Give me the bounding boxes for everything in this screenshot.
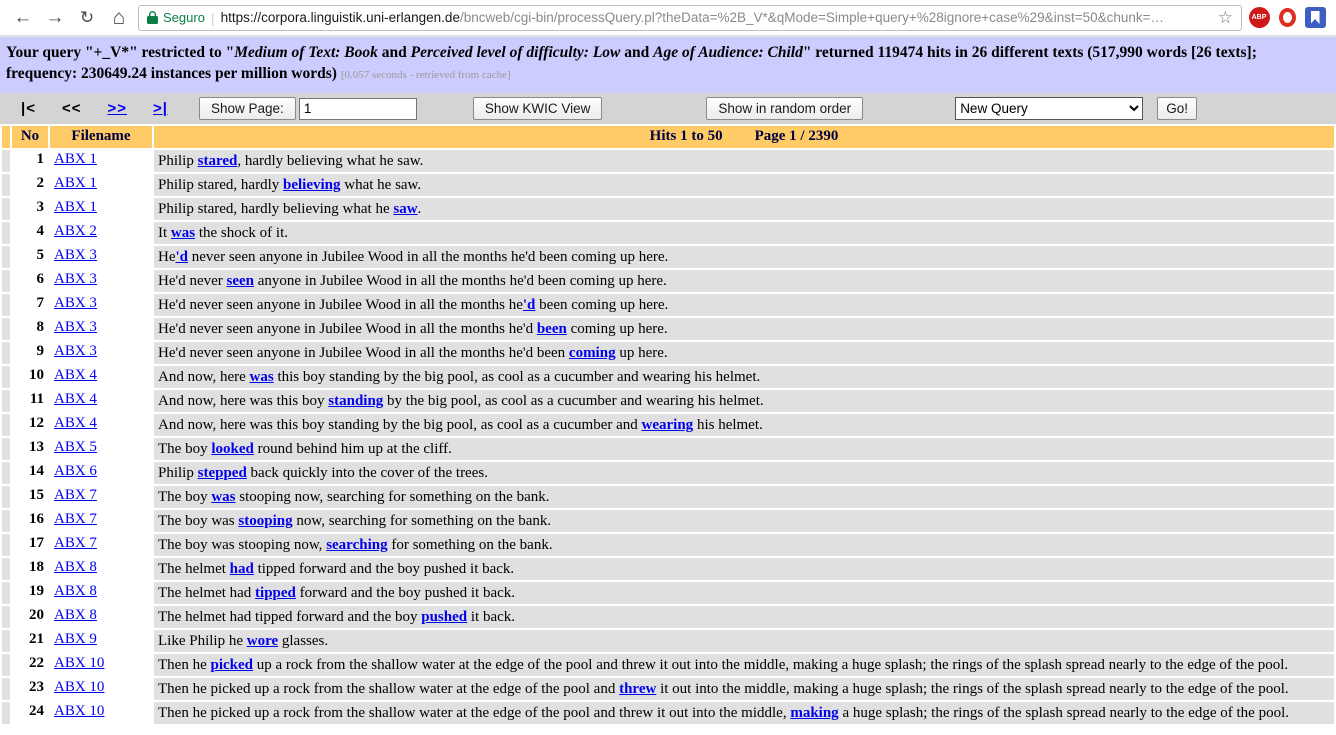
filename-cell bbox=[50, 510, 152, 532]
keyword-link[interactable]: looked bbox=[211, 441, 254, 457]
keyword-link[interactable]: was bbox=[249, 369, 274, 385]
context-after: , hardly believing what he saw. bbox=[237, 153, 424, 169]
filename-cell bbox=[50, 150, 152, 172]
context-before: He bbox=[158, 249, 176, 265]
context-before: Like Philip he bbox=[158, 633, 247, 649]
nav-next-button[interactable]: >> bbox=[107, 100, 128, 117]
filename-link[interactable]: ABX 10 bbox=[54, 703, 105, 719]
table-row bbox=[2, 246, 1334, 268]
filename-cell bbox=[50, 630, 152, 652]
context-before: And now, here bbox=[158, 369, 250, 385]
bookmark-star-icon[interactable]: ☆ bbox=[1217, 7, 1233, 27]
keyword-link[interactable]: wearing bbox=[641, 417, 694, 433]
row-number: 20 bbox=[12, 606, 48, 628]
table-row bbox=[2, 366, 1334, 388]
keyword-link[interactable]: believing bbox=[282, 177, 341, 193]
table-row bbox=[2, 174, 1334, 196]
row-edge-cell bbox=[2, 654, 10, 676]
context-after: it out into the middle, making a huge splash; the rings of the splash spread nearly to the edge of the pool. bbox=[656, 681, 1289, 697]
context-before: Philip bbox=[158, 153, 198, 169]
results-toolbar bbox=[0, 93, 1336, 124]
go-button[interactable]: Go! bbox=[1157, 97, 1197, 120]
context-before: He'd never seen anyone in Jubilee Wood in all the months he'd been bbox=[158, 345, 569, 361]
context-before: He'd never seen anyone in Jubilee Wood in all the months he'd bbox=[158, 321, 537, 337]
filename-cell bbox=[50, 678, 152, 700]
filename-cell bbox=[50, 702, 152, 724]
row-edge-cell bbox=[2, 294, 10, 316]
row-edge-cell bbox=[2, 558, 10, 580]
concordance-text bbox=[154, 438, 1334, 460]
row-number: 4 bbox=[12, 222, 48, 244]
context-after: glasses. bbox=[278, 633, 329, 649]
filename-link[interactable]: ABX 4 bbox=[54, 367, 97, 383]
context-after: the shock of it. bbox=[195, 225, 288, 241]
filename-link[interactable]: ABX 10 bbox=[54, 679, 105, 695]
home-icon[interactable]: ⌂ bbox=[112, 6, 126, 29]
context-before: The helmet bbox=[158, 561, 230, 577]
context-before: Then he picked up a rock from the shallow water at the edge of the pool and bbox=[158, 681, 620, 697]
secure-indicator[interactable] bbox=[147, 10, 205, 25]
table-row bbox=[2, 270, 1334, 292]
lock-icon bbox=[147, 11, 158, 24]
keyword-link[interactable]: had bbox=[229, 561, 254, 577]
show-kwic-button[interactable]: Show KWIC View bbox=[473, 97, 603, 120]
context-before: Philip stared, hardly believing what he bbox=[158, 201, 394, 217]
filename-cell bbox=[50, 390, 152, 412]
filename-link[interactable]: ABX 3 bbox=[54, 271, 97, 287]
table-header-row bbox=[2, 126, 1334, 148]
filename-link[interactable]: ABX 1 bbox=[54, 175, 97, 191]
row-edge-cell bbox=[2, 630, 10, 652]
filename-link[interactable]: ABX 4 bbox=[54, 391, 97, 407]
concordance-text bbox=[154, 702, 1334, 724]
table-row bbox=[2, 630, 1334, 652]
nav-prev-button[interactable]: << bbox=[61, 100, 82, 117]
filename-cell bbox=[50, 606, 152, 628]
keyword-link[interactable]: standing bbox=[328, 393, 384, 409]
context-after: for something on the bank. bbox=[387, 537, 553, 553]
keyword-link[interactable]: picked bbox=[210, 657, 253, 673]
table-row bbox=[2, 438, 1334, 460]
page-indicator: Page 1 / 2390 bbox=[754, 128, 839, 144]
row-edge-cell bbox=[2, 150, 10, 172]
row-edge-cell bbox=[2, 318, 10, 340]
row-number: 5 bbox=[12, 246, 48, 268]
row-edge-cell bbox=[2, 438, 10, 460]
filename-cell bbox=[50, 582, 152, 604]
keyword-link[interactable]: was bbox=[211, 489, 236, 505]
row-number: 23 bbox=[12, 678, 48, 700]
context-before: The helmet had tipped forward and the boy bbox=[158, 609, 422, 625]
filename-link[interactable]: ABX 3 bbox=[54, 295, 97, 311]
filename-link[interactable]: ABX 8 bbox=[54, 559, 97, 575]
context-after: round behind him up at the cliff. bbox=[253, 441, 452, 457]
row-edge-cell bbox=[2, 222, 10, 244]
page-input[interactable] bbox=[299, 98, 417, 120]
context-before: He'd never seen anyone in Jubilee Wood in all the months he bbox=[158, 297, 523, 313]
row-number: 21 bbox=[12, 630, 48, 652]
row-number: 18 bbox=[12, 558, 48, 580]
concordance-text bbox=[154, 534, 1334, 556]
filename-link[interactable]: ABX 10 bbox=[54, 655, 105, 671]
security-label: Seguro bbox=[163, 10, 205, 25]
random-order-button[interactable]: Show in random order bbox=[706, 97, 863, 120]
context-after: been coming up here. bbox=[535, 297, 669, 313]
row-number: 9 bbox=[12, 342, 48, 364]
keyword-link[interactable]: was bbox=[170, 225, 196, 241]
table-row bbox=[2, 294, 1334, 316]
filename-cell bbox=[50, 318, 152, 340]
filename-cell bbox=[50, 222, 152, 244]
table-row bbox=[2, 582, 1334, 604]
row-number: 11 bbox=[12, 390, 48, 412]
context-before: And now, here was this boy bbox=[158, 393, 329, 409]
context-after: never seen anyone in Jubilee Wood in all the months he'd been coming up here. bbox=[188, 249, 669, 265]
filename-link[interactable]: ABX 3 bbox=[54, 319, 97, 335]
context-after: up a rock from the shallow water at the edge of the pool and threw it out into the middle, making a huge splash; the rings of the splash spread nearly to the edge of the pool. bbox=[253, 657, 1289, 673]
browser-toolbar bbox=[0, 0, 1336, 37]
context-after: it back. bbox=[467, 609, 516, 625]
filename-link[interactable]: ABX 4 bbox=[54, 415, 97, 431]
filename-cell bbox=[50, 366, 152, 388]
concordance-text bbox=[154, 462, 1334, 484]
concordance-text bbox=[154, 414, 1334, 436]
context-after: his helmet. bbox=[693, 417, 763, 433]
row-edge-cell bbox=[2, 174, 10, 196]
context-before: The helmet had bbox=[158, 585, 256, 601]
table-row bbox=[2, 150, 1334, 172]
keyword-link[interactable]: making bbox=[790, 705, 839, 721]
context-after: up here. bbox=[615, 345, 668, 361]
context-before: The boy was stooping now, bbox=[158, 537, 327, 553]
concordance-text bbox=[154, 174, 1334, 196]
filename-link[interactable]: ABX 7 bbox=[54, 487, 97, 503]
filename-link[interactable]: ABX 6 bbox=[54, 463, 97, 479]
header-edge-cell bbox=[2, 126, 10, 148]
action-select[interactable] bbox=[955, 97, 1143, 120]
keyword-link[interactable]: tipped bbox=[255, 585, 296, 601]
concordance-text bbox=[154, 486, 1334, 508]
concordance-text bbox=[154, 222, 1334, 244]
row-number: 1 bbox=[12, 150, 48, 172]
col-header-no: No bbox=[12, 126, 48, 148]
filename-link[interactable]: ABX 7 bbox=[54, 511, 97, 527]
keyword-link[interactable]: stared bbox=[197, 153, 238, 169]
context-before: The boy bbox=[158, 441, 212, 457]
filename-cell bbox=[50, 294, 152, 316]
table-row bbox=[2, 654, 1334, 676]
row-number: 7 bbox=[12, 294, 48, 316]
filename-link[interactable]: ABX 1 bbox=[54, 151, 97, 167]
timing-note: [0.057 seconds - retrieved from cache] bbox=[340, 69, 511, 81]
keyword-link[interactable]: coming bbox=[568, 345, 616, 361]
keyword-link[interactable]: been bbox=[536, 321, 567, 337]
address-bar[interactable] bbox=[138, 5, 1242, 31]
row-number: 16 bbox=[12, 510, 48, 532]
filename-link[interactable]: ABX 8 bbox=[54, 607, 97, 623]
row-edge-cell bbox=[2, 390, 10, 412]
table-row bbox=[2, 486, 1334, 508]
filename-link[interactable]: ABX 3 bbox=[54, 247, 97, 263]
filename-link[interactable]: ABX 1 bbox=[54, 199, 97, 215]
filename-cell bbox=[50, 174, 152, 196]
context-after: forward and the boy pushed it back. bbox=[295, 585, 516, 601]
keyword-link[interactable]: 'd bbox=[522, 297, 536, 313]
query-summary: Your query "+_V*" restricted to "Medium of Text: Book and Perceived level of difficulty: Low and Age of Audience: Child" returned 119474 hits in 26 different texts (517,990 words [26 texts]; frequency: 230649.24 instances per million words) bbox=[6, 44, 1257, 82]
row-edge-cell bbox=[2, 414, 10, 436]
filename-cell bbox=[50, 462, 152, 484]
col-header-hits bbox=[154, 126, 1334, 148]
concordance-text bbox=[154, 198, 1334, 220]
row-number: 8 bbox=[12, 318, 48, 340]
filename-link[interactable]: ABX 7 bbox=[54, 535, 97, 551]
row-number: 22 bbox=[12, 654, 48, 676]
keyword-link[interactable]: searching bbox=[326, 537, 388, 553]
context-before: The boy bbox=[158, 489, 212, 505]
row-edge-cell bbox=[2, 582, 10, 604]
filename-link[interactable]: ABX 3 bbox=[54, 343, 97, 359]
concordance-text bbox=[154, 366, 1334, 388]
context-before: It bbox=[158, 225, 171, 241]
context-after: a huge splash; the rings of the splash spread nearly to the edge of the pool. bbox=[838, 705, 1289, 721]
table-row bbox=[2, 414, 1334, 436]
filename-cell bbox=[50, 486, 152, 508]
row-edge-cell bbox=[2, 702, 10, 724]
extension-ring-icon[interactable] bbox=[1276, 7, 1298, 29]
concordance-text bbox=[154, 510, 1334, 532]
row-number: 2 bbox=[12, 174, 48, 196]
row-edge-cell bbox=[2, 246, 10, 268]
keyword-link[interactable]: 'd bbox=[175, 249, 189, 265]
context-after: what he saw. bbox=[340, 177, 422, 193]
row-number: 6 bbox=[12, 270, 48, 292]
context-before: Philip stared, hardly bbox=[158, 177, 283, 193]
table-row bbox=[2, 606, 1334, 628]
context-after: by the big pool, as cool as a cucumber and wearing his helmet. bbox=[383, 393, 764, 409]
filename-link[interactable]: ABX 2 bbox=[54, 223, 97, 239]
nav-last-button[interactable]: >| bbox=[153, 100, 168, 117]
forward-icon[interactable]: → bbox=[45, 7, 65, 28]
filename-cell bbox=[50, 438, 152, 460]
context-after: tipped forward and the boy pushed it back. bbox=[253, 561, 515, 577]
context-after: this boy standing by the big pool, as cool as a cucumber and wearing his helmet. bbox=[273, 369, 761, 385]
show-page-button[interactable]: Show Page: bbox=[199, 97, 296, 120]
context-before: And now, here was this boy standing by the big pool, as cool as a cucumber and bbox=[158, 417, 642, 433]
filename-link[interactable]: ABX 9 bbox=[54, 631, 97, 647]
filename-cell bbox=[50, 246, 152, 268]
row-number: 17 bbox=[12, 534, 48, 556]
table-row bbox=[2, 534, 1334, 556]
table-row bbox=[2, 390, 1334, 412]
row-edge-cell bbox=[2, 342, 10, 364]
concordance-text bbox=[154, 318, 1334, 340]
row-edge-cell bbox=[2, 462, 10, 484]
filename-cell bbox=[50, 558, 152, 580]
keyword-link[interactable]: stepped bbox=[197, 465, 247, 481]
extension-bookmark-icon[interactable] bbox=[1304, 7, 1326, 29]
concordance-text bbox=[154, 246, 1334, 268]
keyword-link[interactable]: stooping bbox=[238, 513, 293, 529]
row-number: 10 bbox=[12, 366, 48, 388]
table-row bbox=[2, 198, 1334, 220]
keyword-link[interactable]: seen bbox=[226, 273, 255, 289]
context-after: . bbox=[417, 201, 422, 217]
context-before: Then he picked up a rock from the shallow water at the edge of the pool and threw it out into the middle, bbox=[158, 705, 791, 721]
keyword-link[interactable]: threw bbox=[619, 681, 657, 697]
reload-icon[interactable]: ↻ bbox=[79, 8, 95, 27]
context-after: stooping now, searching for something on the bank. bbox=[235, 489, 550, 505]
keyword-link[interactable]: saw bbox=[393, 201, 418, 217]
filename-cell bbox=[50, 342, 152, 364]
query-info-bar bbox=[0, 37, 1336, 93]
row-edge-cell bbox=[2, 678, 10, 700]
row-number: 19 bbox=[12, 582, 48, 604]
context-before: He'd never bbox=[158, 273, 227, 289]
filename-link[interactable]: ABX 5 bbox=[54, 439, 97, 455]
context-before: Philip bbox=[158, 465, 198, 481]
hits-range: Hits 1 to 50 bbox=[649, 128, 723, 144]
concordance-text bbox=[154, 582, 1334, 604]
table-row bbox=[2, 462, 1334, 484]
filename-cell bbox=[50, 270, 152, 292]
row-number: 3 bbox=[12, 198, 48, 220]
row-edge-cell bbox=[2, 510, 10, 532]
row-edge-cell bbox=[2, 534, 10, 556]
concordance-text bbox=[154, 558, 1334, 580]
concordance-text bbox=[154, 390, 1334, 412]
table-row bbox=[2, 702, 1334, 724]
row-edge-cell bbox=[2, 366, 10, 388]
concordance-text bbox=[154, 630, 1334, 652]
url-text[interactable] bbox=[221, 10, 1208, 25]
filename-link[interactable]: ABX 8 bbox=[54, 583, 97, 599]
col-header-filename: Filename bbox=[50, 126, 152, 148]
row-number: 13 bbox=[12, 438, 48, 460]
concordance-text bbox=[154, 150, 1334, 172]
table-row bbox=[2, 222, 1334, 244]
keyword-link[interactable]: pushed bbox=[421, 609, 468, 625]
concordance-text bbox=[154, 294, 1334, 316]
url-path: /bncweb/cgi-bin/processQuery.pl?theData=%2B_V*&qMode=Simple+query+%28ignore+case%29&inst=50&chunk=… bbox=[459, 10, 1165, 25]
row-edge-cell bbox=[2, 486, 10, 508]
context-after: back quickly into the cover of the trees. bbox=[246, 465, 488, 481]
keyword-link[interactable]: wore bbox=[246, 633, 279, 649]
concordance-text bbox=[154, 270, 1334, 292]
concordance-text bbox=[154, 678, 1334, 700]
table-row bbox=[2, 510, 1334, 532]
table-row bbox=[2, 342, 1334, 364]
row-number: 14 bbox=[12, 462, 48, 484]
table-row bbox=[2, 678, 1334, 700]
concordance-text bbox=[154, 606, 1334, 628]
row-edge-cell bbox=[2, 198, 10, 220]
row-number: 12 bbox=[12, 414, 48, 436]
row-number: 15 bbox=[12, 486, 48, 508]
url-host: https://corpora.linguistik.uni-erlangen.de bbox=[220, 10, 460, 25]
back-icon[interactable]: ← bbox=[13, 7, 33, 28]
filename-cell bbox=[50, 654, 152, 676]
row-edge-cell bbox=[2, 270, 10, 292]
table-row bbox=[2, 558, 1334, 580]
filename-cell bbox=[50, 414, 152, 436]
concordance-text bbox=[154, 654, 1334, 676]
nav-first-button[interactable]: |< bbox=[21, 100, 36, 117]
context-after: now, searching for something on the bank. bbox=[292, 513, 552, 529]
row-edge-cell bbox=[2, 606, 10, 628]
concordance-text bbox=[154, 342, 1334, 364]
filename-cell bbox=[50, 534, 152, 556]
extension-adblock-icon[interactable]: ABP bbox=[1248, 7, 1270, 29]
context-before: The boy was bbox=[158, 513, 239, 529]
filename-cell bbox=[50, 198, 152, 220]
omnibox-divider: | bbox=[210, 9, 215, 26]
context-before: Then he bbox=[158, 657, 211, 673]
context-after: anyone in Jubilee Wood in all the months he'd been coming up here. bbox=[254, 273, 667, 289]
results-table bbox=[0, 124, 1336, 726]
row-number: 24 bbox=[12, 702, 48, 724]
table-row bbox=[2, 318, 1334, 340]
context-after: coming up here. bbox=[566, 321, 668, 337]
